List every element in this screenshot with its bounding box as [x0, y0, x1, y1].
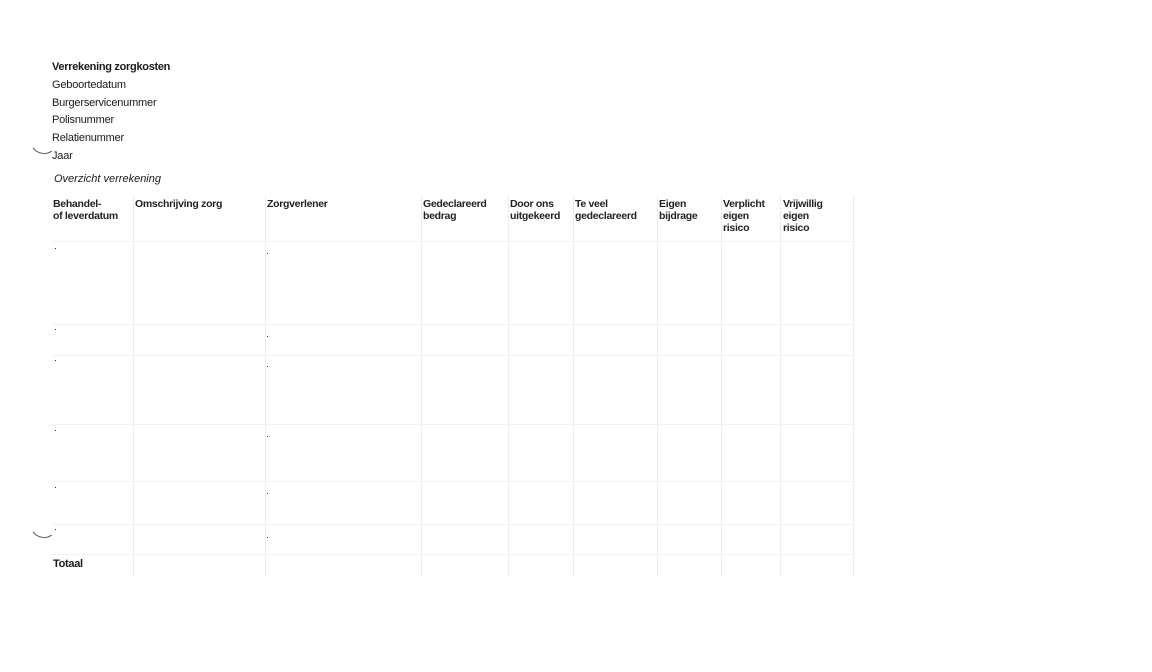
scan-dot: [55, 329, 56, 330]
column-divider: [721, 195, 722, 577]
header-line: uitgekeerd: [510, 210, 561, 222]
column-header-overdeclared: [575, 198, 637, 222]
scan-dot: [267, 366, 268, 367]
section-title: Overzicht verrekening: [54, 173, 161, 185]
header-line: gedeclareerd: [575, 210, 637, 222]
scan-dot: [267, 336, 268, 337]
header-line: Omschrijving zorg: [135, 198, 223, 210]
header-line: Eigen: [659, 198, 687, 210]
scan-dot: [267, 537, 268, 538]
header-line: Zorgverlener: [267, 198, 328, 210]
field-relatienummer: Relatienummer: [52, 132, 124, 144]
header-line: Verplicht: [723, 198, 765, 210]
header-line: Vrijwillig: [783, 198, 823, 210]
scan-dot: [55, 529, 56, 530]
column-header-date: [53, 198, 118, 222]
row-divider: [52, 355, 854, 356]
scan-dot: [55, 360, 56, 361]
field-geboortedatum: Geboortedatum: [52, 79, 126, 91]
scan-dot: [55, 487, 56, 488]
column-header-own-contribution: [659, 198, 697, 222]
row-divider: [52, 241, 854, 242]
header-line: risico: [783, 222, 810, 234]
column-header-description: [135, 198, 222, 210]
settlement-table: [52, 195, 854, 577]
column-divider: [265, 195, 266, 577]
column-divider: [508, 195, 509, 577]
header-line: Te veel: [575, 198, 608, 210]
column-header-paid: [510, 198, 560, 222]
row-divider: [52, 324, 854, 325]
header-line: bedrag: [423, 210, 457, 222]
row-divider: [52, 554, 854, 555]
header-line: risico: [723, 222, 750, 234]
header-line: eigen: [723, 210, 749, 222]
column-header-declared: [423, 198, 487, 222]
column-divider: [853, 195, 854, 577]
column-divider: [421, 195, 422, 577]
row-divider: [52, 524, 854, 525]
column-divider: [780, 195, 781, 577]
field-jaar: Jaar: [52, 150, 73, 162]
column-header-provider: [267, 198, 328, 210]
scan-dot: [267, 493, 268, 494]
scan-dot: [267, 253, 268, 254]
scan-dot: [55, 430, 56, 431]
column-divider: [657, 195, 658, 577]
column-header-mandatory-excess: [723, 198, 765, 234]
scan-dot: [267, 436, 268, 437]
row-divider: [52, 481, 854, 482]
header-line: eigen: [783, 210, 809, 222]
field-burgerservicenummer: Burgerservicenummer: [52, 97, 157, 109]
header-line: bijdrage: [659, 210, 698, 222]
field-polisnummer: Polisnummer: [52, 114, 114, 126]
header-line: Door ons: [510, 198, 554, 210]
total-label: Totaal: [53, 558, 83, 570]
column-header-voluntary-excess: [783, 198, 823, 234]
header-line: Gedeclareerd: [423, 198, 487, 210]
scan-dot: [55, 248, 56, 249]
column-divider: [133, 195, 134, 577]
column-divider: [573, 195, 574, 577]
row-divider: [52, 424, 854, 425]
header-line: of leverdatum: [53, 210, 118, 222]
document-title: Verrekening zorgkosten: [52, 61, 171, 73]
header-line: Behandel-: [53, 198, 102, 210]
